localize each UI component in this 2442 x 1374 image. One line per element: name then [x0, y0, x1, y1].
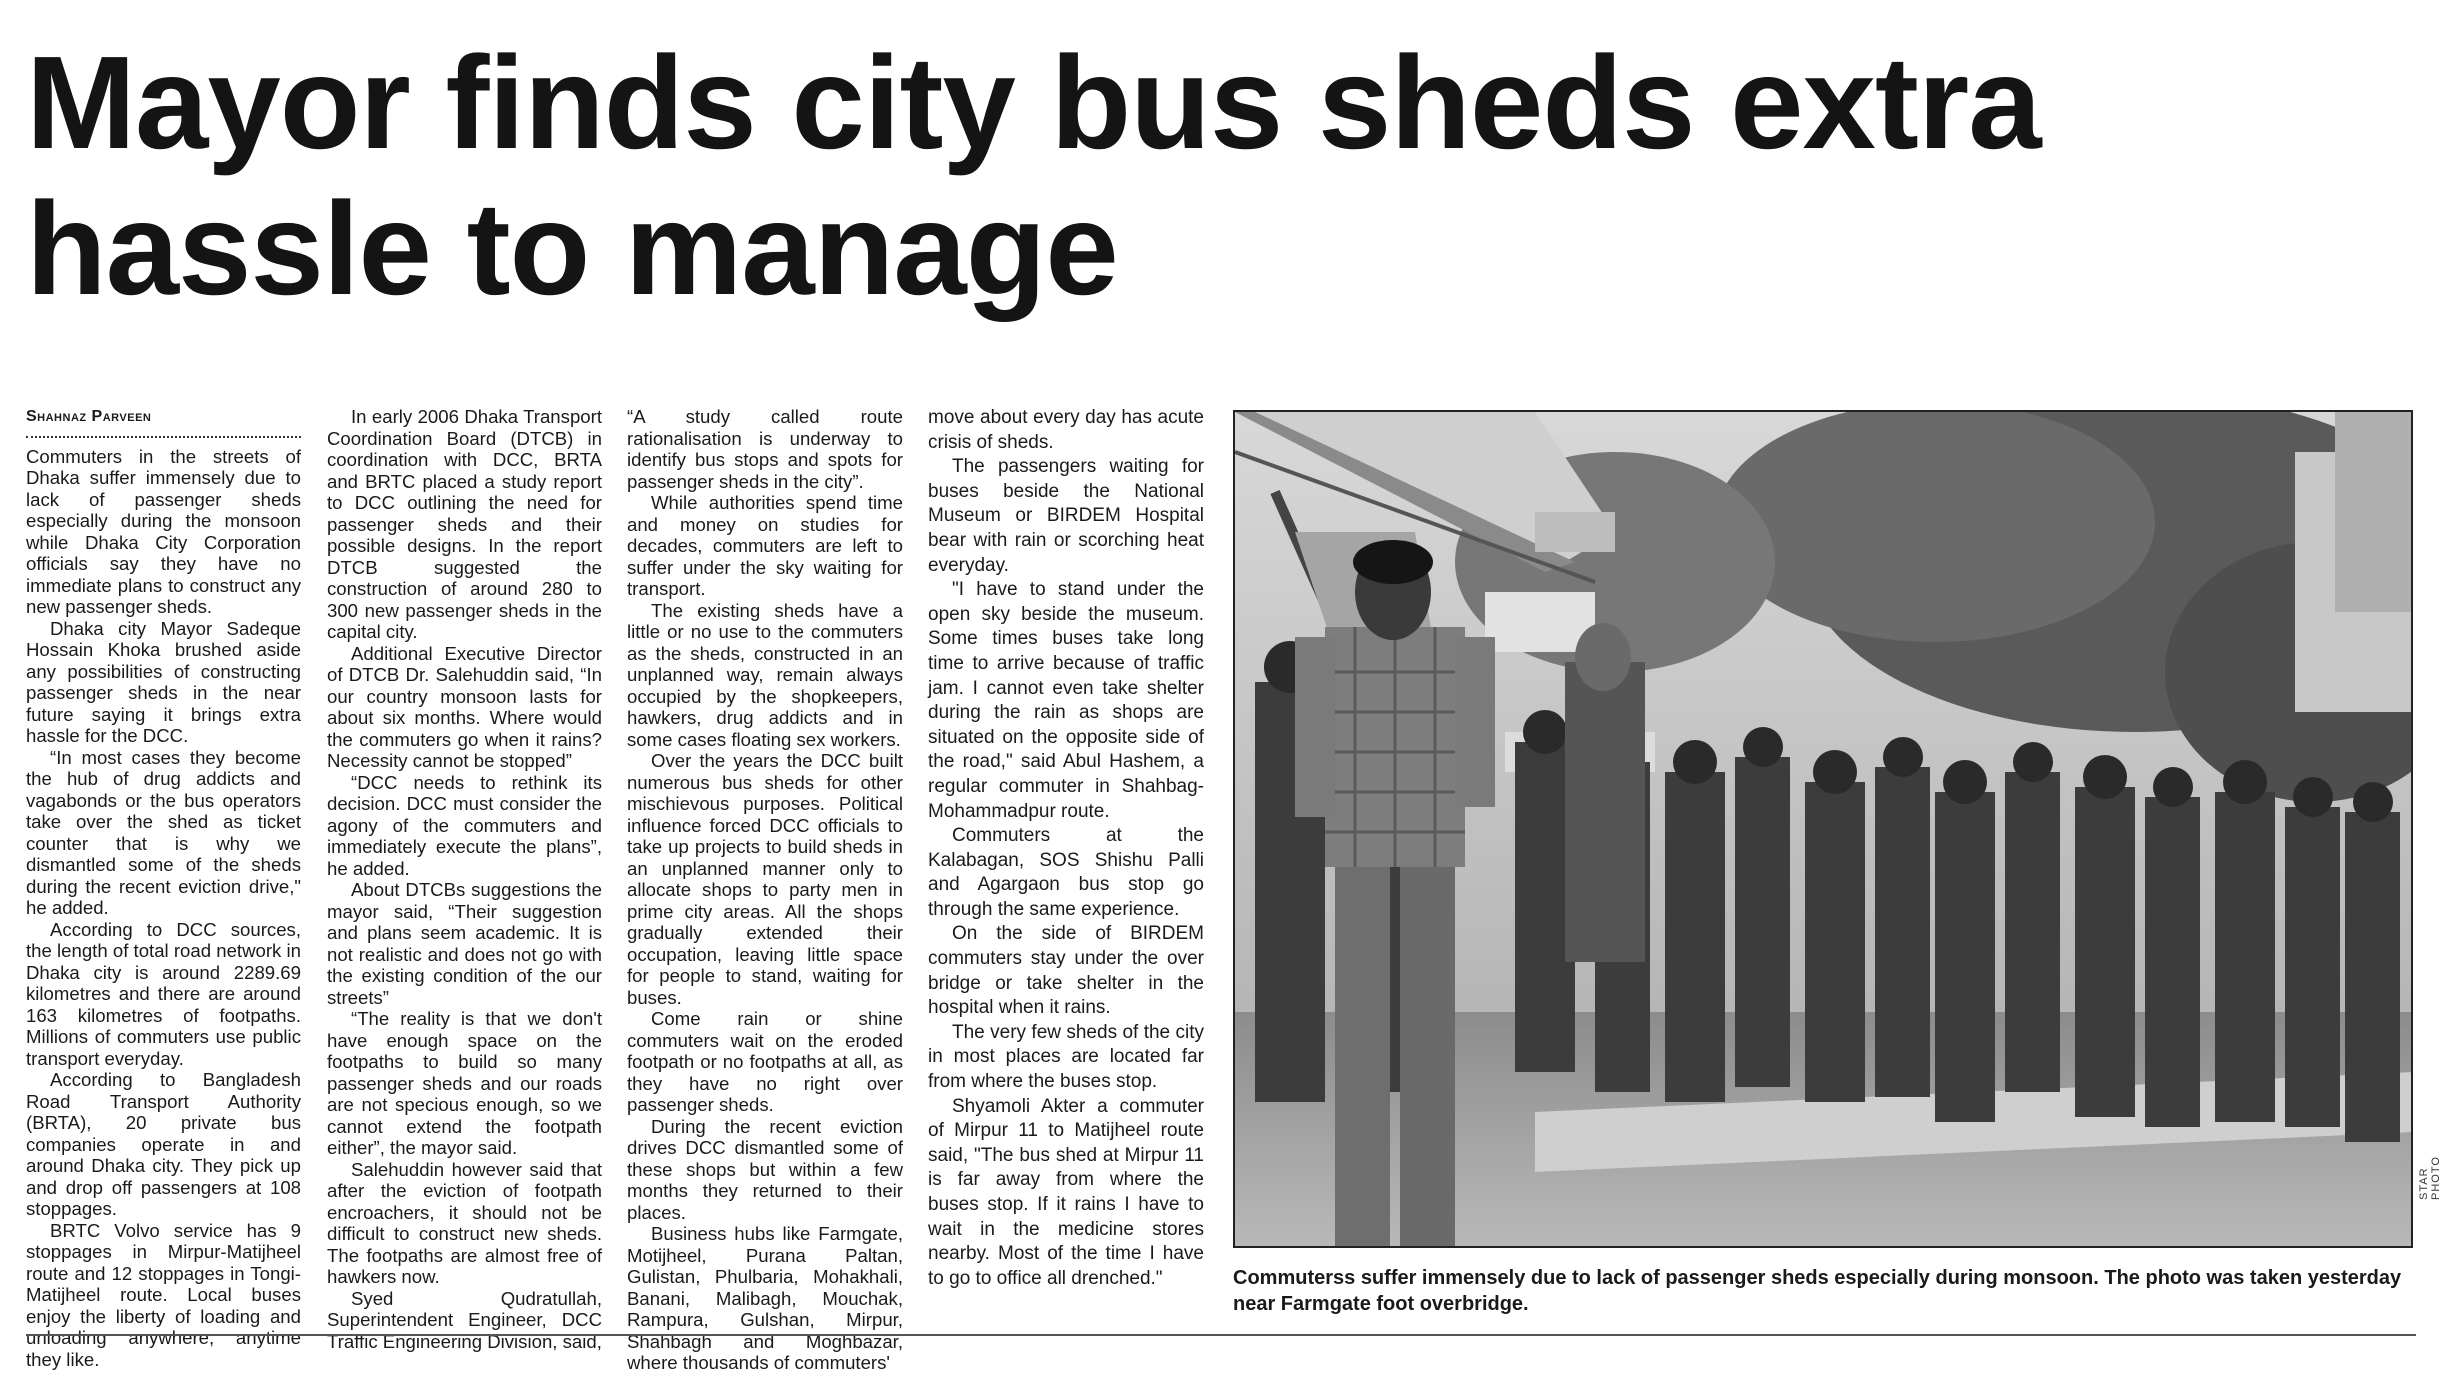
paragraph: Additional Executive Director of DTCB Dr. Salehuddin said, “In our country monsoon lasts for about six months. Where would the commuters go when it rains? Necessity cannot be stopped”	[327, 642, 602, 771]
paragraph: Business hubs like Farmgate, Motijheel, Purana Paltan, Gulistan, Phulbaria, Mohakhali, Banani, Malibagh, Mouchak, Rampura, Gulshan, Mirpur, Shahbagh and Moghbazar, where thousands of commuters'	[627, 1223, 903, 1373]
paragraph: Syed Qudratullah, Superintendent Engineer, DCC Traffic Engineering Division, said,	[327, 1287, 602, 1352]
byline: Shahnaz Parveen	[26, 408, 152, 425]
photo-credit: STAR PHOTO	[2418, 1156, 2442, 1200]
paragraph: In early 2006 Dhaka Transport Coordination Board (DTCB) in coordination with DCC, BRTA and BRTC placed a study report to DCC outlining the need for passenger sheds and their possible designs. In the report DTCB suggested the construction of around 280 to 300 new passenger sheds in the capital city.	[327, 406, 602, 642]
paragraph: move about every day has acute crisis of sheds.	[928, 407, 1204, 453]
paragraph: Shyamoli Akter a commuter of Mirpur 11 to Matijheel route said, "The bus shed at Mirpur 11 is far away from where the buses stop. If it rains I have to wait in the medicine stores nearby. Most of the time I have to go to office all drenched."	[928, 1095, 1204, 1289]
paragraph: Commuters at the Kalabagan, SOS Shishu Palli and Agargaon bus stop go through the same experience.	[928, 825, 1204, 920]
photo-caption: Commuterss suffer immensely due to lack of passenger sheds especially during monsoon. The photo was taken yesterday near Farmgate foot overbridge.	[1233, 1267, 2402, 1315]
paragraph: “The reality is that we don't have enough space on the footpaths to build so many passenger sheds and our roads are not specious enough, so we cannot extend the footpath either”, the mayor said.	[327, 1008, 602, 1158]
headline: Mayor finds city bus sheds extra hassle to manage	[26, 29, 2041, 322]
paragraph: "I have to stand under the open sky beside the museum. Some times buses take long time to arrive because of traffic jam. I cannot even take shelter during the rain as shops are situated on the opposite side of the road," said Abul Hashem, a regular commuter in Shahbag-Mohammadpur route.	[928, 579, 1204, 822]
paragraph: The very few sheds of the city in most places are located far from where the buses stop.	[928, 1021, 1204, 1093]
paragraph: “DCC needs to rethink its decision. DCC must consider the agony of the commuters and immediately execute the plans”, he added.	[327, 771, 602, 879]
paragraph: “A study called route rationalisation is underway to identify bus stops and spots for passenger sheds in the city”.	[627, 406, 903, 492]
paragraph: Commuters in the streets of Dhaka suffer immensely due to lack of passenger sheds especially during the monsoon while Dhaka City Corporation officials say they have no immediate plans to construct any new passenger sheds.	[26, 445, 301, 617]
paragraph: According to DCC sources, the length of total road network in Dhaka city is around 2289.69 kilometres and there are around 163 kilometres of footpaths. Millions of commuters use public transport everyday.	[26, 918, 301, 1069]
paragraph: Come rain or shine commuters wait on the eroded footpath or no footpaths at all, as they have no right over passenger sheds.	[627, 1008, 903, 1115]
byline-divider	[26, 430, 301, 438]
paragraph: About DTCBs suggestions the mayor said, “Their suggestion and plans seem academic. It is not realistic and does not go with the existing condition of the our streets”	[327, 879, 602, 1008]
paragraph: Salehuddin however said that after the eviction of footpath encroachers, it should not be difficult to construct new sheds. The footpaths are almost free of hawkers now.	[327, 1158, 602, 1287]
paragraph: Over the years the DCC built numerous bus sheds for other mischievous purposes. Political influence forced DCC officials to take up projects to build sheds in an unplanned manner only to allocate shops to party men in prime city areas. All the shops gradually extended their occupation, leaving little space for people to stand, waiting for buses.	[627, 750, 903, 1008]
article-column-4	[928, 406, 1204, 1291]
article-column-2	[327, 406, 602, 1352]
paragraph: On the side of BIRDEM commuters stay under the over bridge or take shelter in the hospital when it rains.	[928, 923, 1204, 1019]
paragraph: The passengers waiting for buses beside the National Museum or BIRDEM Hospital bear with rain or scorching heat everyday.	[928, 456, 1204, 576]
paragraph: The existing sheds have a little or no use to the commuters as the sheds, constructed in an unplanned way, remain always occupied by the shopkeepers, hawkers, drug addicts and in some cases floating sex workers.	[627, 599, 903, 750]
photo-illustration	[1235, 412, 2413, 1248]
paragraph: While authorities spend time and money on studies for decades, commuters are left to suffer under the sky waiting for transport.	[627, 492, 903, 599]
bottom-rule	[26, 1334, 2416, 1336]
paragraph: During the recent eviction drives DCC dismantled some of these shops but within a few months they returned to their places.	[627, 1115, 903, 1223]
paragraph: BRTC Volvo service has 9 stoppages in Mirpur-Matijheel route and 12 stoppages in Tongi-Matijheel route. Local buses enjoy the liberty of loading and unloading anywhere, anytime they like.	[26, 1219, 301, 1370]
paragraph: “In most cases they become the hub of drug addicts and vagabonds or the bus operators take over the shed as ticket counter that is why we dismantled some of the sheds during the recent eviction drive," he added.	[26, 746, 301, 918]
news-photo	[1233, 410, 2413, 1248]
paragraph: According to Bangladesh Road Transport Authority (BRTA), 20 private bus companies operate in and around Dhaka city. They pick up and drop off passengers at 108 stoppages.	[26, 1069, 301, 1219]
article-column-1	[26, 406, 301, 1370]
paragraph: Dhaka city Mayor Sadeque Hossain Khoka brushed aside any possibilities of constructing passenger sheds in the near future saying it brings extra hassle for the DCC.	[26, 617, 301, 746]
article-column-3	[627, 406, 903, 1374]
